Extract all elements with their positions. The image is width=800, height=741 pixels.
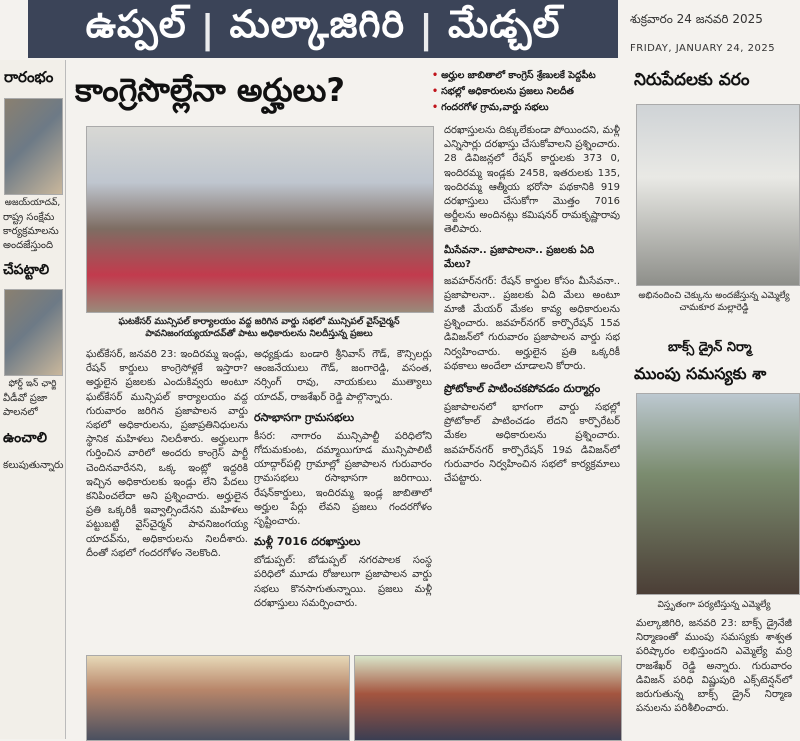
left-head-2: చేపట్టాలి	[3, 261, 50, 278]
right-column	[628, 60, 800, 739]
col2-subhead-1: రసాభాసగా గ్రామసభలు	[254, 410, 355, 424]
col2-text: అధ్యక్షుడు బండారి శ్రీనివాస్ గౌడ్, కౌన్సిలర్లు ఆంజనేయులు గౌడ్, జంగారెడ్డి, వసంత, నర్సింగ్ రావు, నాయకులు ముత్యాలు యాదవ్, రాజశేఖర్ రెడ్డి పాల్గొన్నారు.	[254, 349, 432, 403]
left-line: కార్యక్రమాలను	[3, 226, 59, 238]
bullet-text: గందరగోళ గ్రామ,వార్డు సభలు	[441, 102, 549, 113]
main-photo	[86, 126, 434, 313]
masthead-separator: |	[419, 7, 434, 51]
col2-text-2: కీసర: నాగారం మున్సిపాల్టీ పరిధిలోని గోదుమకుంట, దమ్మాయిగూడ మున్సిపాలిటీ యాద్గార్‌పల్లి గ్రామాల్లో ప్రజాపాలన గురువారం గ్రామసభలు రసాభాసగా జరిగాయి. రేషన్‌కార్డులు, ఇందిరమ్మ ఇండ్ల జాబితాలో అర్హుల పేర్లు లేవని ప్రజలు గందరగోళం సృష్టించారు.	[254, 430, 432, 528]
date-telugu: శుక్రవారం 24 జనవరి 2025	[630, 12, 763, 26]
main-col-1: ఘట్‌కేసర్, జనవరి 23: ఇందిరమ్మ ఇండ్లు, రేషన్ కార్డులు కాంగ్రెసోళ్లకే ఇస్తారా? అర్హులైన ప్రజలకు ఎందుకివ్వరు అంటూ ఘట్‌కేసర్ మున్సిపల్ కార్యాలయం వద్ద గురువారం జరిగిన ప్రజాపాలన వార్డు సభలో అధికారులను, ప్రజాప్రతినిధులను స్థానిక మహిళలు నిలదీశారు. అర్హులుగా గుర్తించిన వారిలో అందరు కాంగ్రెస్ పార్టీ చెందినవారేనని, ఒక్క ఇంట్లో ఇద్దరికి ఇచ్చిన అధికారులకు ఇండ్లు లేని పేదలు కనిపించలేదా అని ప్రశ్నించారు. అర్హులైన ప్రతి ఒక్కరికీ ఇవ్వాల్సిందేనని మహిళలు పట్టుబట్టి వైస్‌చైర్మన్ పావనిజంగయ్య యాదవ్‌ను, అధికారులను నిలదీశారు. దీంతో సభలో గందరగోళం నెలకొంది.	[86, 349, 248, 559]
left-photo-2	[4, 289, 63, 376]
left-column	[0, 60, 66, 739]
col3-text-2: జవహర్‌నగర్: రేషన్ కార్డుల కోసం మీసేవనా.. ప్రజాపాలనా.. ప్రజలకు ఏది మేలు అంటూ మాజీ మేయర్ మేకల కావ్య అధికారులను ప్రశ్నించారు. జవహర్‌నగర్ కార్పొరేషన్ 15వ డివిజన్‌లో గురువారం ప్రజాపాలన వార్డు సభ నిర్వహించారు. అర్హులైన ప్రతి ఒక్కరికీ పథకాలు అందేలా చూడాలని కోరారు.	[444, 275, 620, 372]
left-caption-2: ఫోర్డ్ ఇన్ ఛార్జి	[8, 378, 57, 389]
left-line: అందజేస్తుంది	[3, 240, 54, 252]
bullet-item: • అర్హుల జాబితాలో కాంగ్రెస్ శ్రేణులకే పెద్దపీట	[432, 70, 596, 81]
left-line: రాష్ట్ర సంక్షేమ	[3, 212, 55, 223]
left-photo-1	[4, 98, 63, 195]
bottom-photo-2	[354, 655, 622, 741]
main-col-2	[254, 348, 432, 648]
masthead-uppal: ఉప్పల్	[85, 2, 187, 46]
left-caption-1: అజయ్‌యాదవ్,	[4, 198, 61, 208]
right-photo-2	[636, 393, 800, 595]
left-line: కలుపుతున్నారు	[3, 460, 64, 472]
bullet-item: • గందరగోళ గ్రామ,వార్డు సభలు	[432, 102, 549, 113]
left-text-3	[0, 459, 65, 473]
main-photo-caption: ఘటకేసర్ మున్సిపల్ కార్యాలయం వద్ద జరిగిన వార్డు సభలో మున్సిపల్ వైస్‌చైర్మన్ పావనిజంగయ్యయాదవ్‌తో పాటు అధికారులను నిలదీస్తున్న ప్రజలు	[118, 317, 400, 339]
bullet-item: • సభల్లో అధికారులను ప్రజలు నిలదీత	[432, 86, 574, 97]
left-head-1: రారంభం	[4, 68, 54, 86]
main-bullets	[432, 68, 627, 116]
left-head-3: ఉంచాలి	[3, 430, 47, 447]
right-caption-2: విస్తృతంగా పర్యటిస్తున్న ఎమ్మెల్యే	[657, 600, 771, 610]
masthead	[28, 0, 618, 58]
left-text	[0, 211, 65, 254]
col2-subhead-2: మళ్లీ 7016 దరఖాస్తులు	[254, 535, 361, 549]
left-text-2	[0, 392, 65, 420]
left-line: వీడీవో ప్రజా	[3, 392, 48, 404]
bottom-photo-1	[86, 655, 350, 741]
col3-subhead-2: ప్రోటోకాల్ పాటించకపోవడం దుర్మార్గం	[444, 382, 601, 396]
right-text: మల్కాజిగిరి, జనవరి 23: బాక్స్ డ్రైనేజీ నిర్మాణంతో ముంపు సమస్యకు శాశ్వత పరిష్కారం లభిస్తుందని ఎమ్మెల్యే మర్రి రాజశేఖర్ రెడ్డి అన్నారు. గురువారం డివిజన్ పరిధి విష్ణుపురి ఎక్స్‌టెన్షన్‌లో జరుగుతున్న బాక్స్ డ్రైన్ నిర్మాణ పనులను పరిశీలించారు.	[636, 618, 792, 715]
masthead-medchal: మేడ్చల్	[447, 2, 561, 46]
main-col-3	[444, 124, 620, 652]
right-photo-1	[636, 104, 800, 286]
bullet-text: సభల్లో అధికారులను ప్రజలు నిలదీత	[441, 86, 574, 97]
bullet-text: అర్హుల జాబితాలో కాంగ్రెస్ శ్రేణులకే పెద్దపీట	[441, 70, 596, 81]
col3-text: దరఖాస్తులను దిక్కులేకుండా పోయిందని, మళ్లీ ఎన్నిసార్లు దరఖాస్తు చేసుకోవాలని ప్రశ్నించారు. 28 డివిజన్లలో రేషన్ కార్డులకు 373 0, ఇందిరమ్మ ఇండ్లకు 2458, ఇతరులకు 135, ఇందిరమ్మ ఆత్మీయ భరోసా పథకానికి 919 దరఖాస్తులు చేసుకోగా మొత్తం 7016 అర్జీలను అందినట్లు కమిషనర్ రామకృష్ణారావు తెలిపారు.	[444, 125, 620, 236]
left-line: పాలనలో	[3, 406, 38, 418]
col3-text-3: ప్రజాపాలనలో భాగంగా వార్డు సభల్లో ప్రోటోకాల్ పాటించడం లేదని కార్పొరేటర్ మేకల అధికారులను ప్రశ్నించారు. జవహర్‌నగర్ కార్పొరేషన్ 19వ డివిజన్‌లో గురువారం నిర్వహించిన సభలో కార్యక్రమాలు చేపట్టారు.	[444, 402, 620, 485]
col3-subhead-1: మీసేవనా.. ప్రజాపాలనా.. ప్రజలకు ఏది మేలు?	[444, 244, 595, 270]
right-caption-1: అభినందించి చెక్కును అందజేస్తున్న ఎమ్మెల్యే చామకూర మల్లారెడ్డి	[638, 291, 790, 313]
date-english: FRIDAY, JANUARY 24, 2025	[630, 43, 776, 54]
masthead-separator: |	[200, 7, 216, 51]
right-head-2: ముంపు సమస్యకు శా	[634, 364, 767, 383]
right-kicker: బాక్స్ డ్రైన్ నిర్మా	[668, 340, 752, 355]
col2-text-3: బోడుప్పల్: బోడుప్పల్ నగరపాలక సంస్థ పరిధిలో మూడు రోజులుగా ప్రజాపాలన వార్డు సభలు కొనసాగుతున్నాయి. ప్రజలు మళ్లీ దరఖాస్తులు సమర్పించారు.	[254, 555, 432, 609]
right-head-1: నిరుపేదలకు వరం	[634, 70, 750, 90]
main-headline: కాంగ్రెసొల్లేనా అర్హులు?	[75, 71, 345, 109]
masthead-malkajgiri: మల్కాజిగిరి	[229, 2, 406, 46]
